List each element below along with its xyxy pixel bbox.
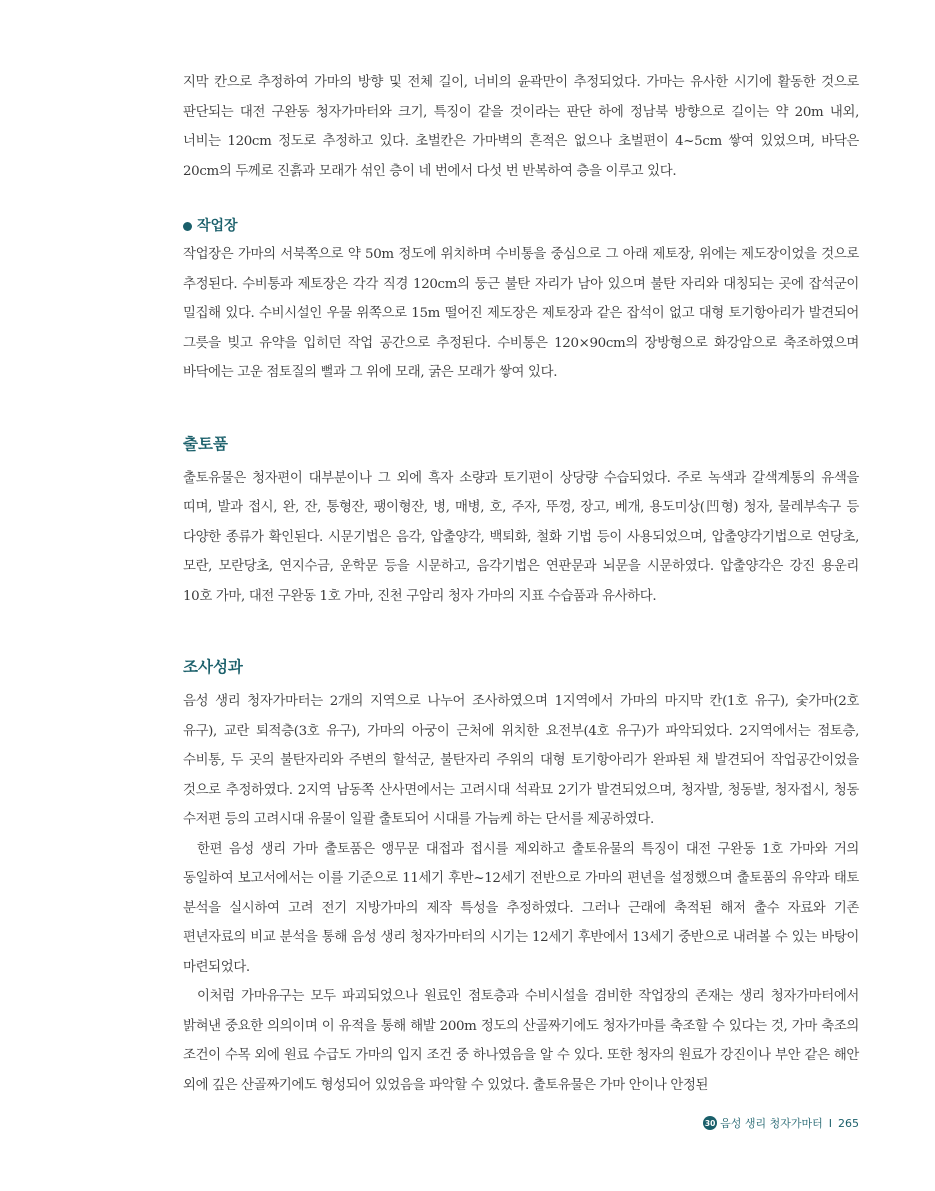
page-footer — [703, 1115, 859, 1131]
chapter-number-badge: 30 — [703, 1116, 717, 1130]
results-heading: 조사성과 — [183, 658, 243, 676]
footer-separator: I — [828, 1116, 832, 1130]
intro-paragraph: 지막 칸으로 추정하여 가마의 방향 및 전체 길이, 너비의 윤곽만이 추정되었다. 가마는 유사한 시기에 활동한 것으로 판단되는 대전 구완동 청자가마터와 크기, 특징이 같을 것이라는 판단 하에 정남북 방향으로 길이는 약 20m 내외, 너비는 120cm 정도로 추정하고 있다. 초벌칸은 가마벽의 흔적은 없으나 초벌편이 4~5cm 쌓여 있었으며, 바닥은 20cm의 두께로 진흙과 모래가 섞인 층이 네 번에서 다섯 번 반복하여 층을 이루고 있다. — [183, 75, 859, 179]
page-number: 265 — [838, 1116, 859, 1130]
footer-title: 음성 생리 청자가마터 — [720, 1117, 823, 1130]
artifacts-paragraph: 출토유물은 청자편이 대부분이나 그 외에 흑자 소량과 토기편이 상당량 수습되었다. 주로 녹색과 갈색계통의 유색을 띠며, 발과 접시, 완, 잔, 통형잔, 팽이형잔, 병, 매병, 호, 주자, 뚜껑, 장고, 베개, 용도미상(凹형) 청자, 물레부속구 등 다양한 종류가 확인된다. 시문기법은 음각, 압출양각, 백퇴화, 철화 기법 등이 사용되었으며, 압출양각기법으로 연당초, 모란, 모란당초, 연지수금, 운학문 등을 시문하고, 음각기법은 연판문과 뇌문을 시문하였다. 압출양각은 강진 용운리 10호 가마, 대전 구완동 1호 가마, 진천 구암리 청자 가마의 지표 수습품과 유사하다. — [183, 470, 859, 604]
workshop-paragraph: 작업장은 가마의 서북쪽으로 약 50m 정도에 위치하며 수비통을 중심으로 그 아래 제토장, 위에는 제도장이었을 것으로 추정된다. 수비통과 제토장은 각각 직경 120cm의 둥근 불탄 자리가 남아 있으며 불탄 자리와 대칭되는 곳에 잡석군이 밀집해 있다. 수비시설인 우물 위쪽으로 15m 떨어진 제도장은 제토장과 같은 잡석이 없고 대형 토기항아리가 발견되어 그릇을 빚고 유약을 입히던 작업 공간으로 추정된다. 수비통은 120×90cm의 장방형으로 화강암으로 축조하였으며 바닥에는 고운 점토질의 뻘과 그 위에 모래, 굵은 모래가 쌓여 있다. — [183, 247, 859, 380]
page-content — [183, 68, 859, 1100]
workshop-heading — [183, 214, 859, 238]
results-paragraph-2: 한편 음성 생리 가마 출토품은 앵무문 대접과 접시를 제외하고 출토유물의 특징이 대전 구완동 1호 가마와 거의 동일하여 보고서에서는 이를 기준으로 11세기 후반~12세기 전반으로 가마의 편년을 설정했으며 출토품의 유약과 태토 분석을 실시하여 고려 전기 지방가마의 제작 특성을 추정하였다. 그러나 근래에 축적된 해저 출수 자료와 기존 편년자료의 비교 분석을 통해 음성 생리 청자가마터의 시기는 12세기 후반에서 13세기 중반으로 내려볼 수 있는 바탕이 마련되었다. — [183, 841, 859, 975]
results-paragraph-3: 이처럼 가마유구는 모두 파괴되었으나 원료인 점토층과 수비시설을 겸비한 작업장의 존재는 생리 청자가마터에서 밝혀낸 중요한 의의이며 이 유적을 통해 해발 200m 정도의 산골짜기에도 청자가마를 축조할 수 있다는 것, 가마 축조의 조건이 수목 외에 원료 수급도 가마의 입지 조건 중 하나였음을 알 수 있다. 또한 청자의 원료가 강진이나 부안 같은 해안 외에 깊은 산골짜기에도 형성되어 있었음을 파악할 수 있었다. 출토유물은 가마 안이나 안정된 — [183, 989, 859, 1093]
results-paragraph-1: 음성 생리 청자가마터는 2개의 지역으로 나누어 조사하였으며 1지역에서 가마의 마지막 칸(1호 유구), 숯가마(2호 유구), 교란 퇴적층(3호 유구), 가마의 아궁이 근처에 위치한 요전부(4호 유구)가 파악되었다. 2지역에서는 점토층, 수비통, 두 곳의 불탄자리와 주변의 할석군, 불탄자리 주위의 대형 토기항아리가 완파된 채 발견되어 작업공간이었을 것으로 추정하였다. 2지역 남동쪽 산사면에서는 고려시대 석곽묘 2기가 발견되었으며, 청자발, 청동발, 청자접시, 청동 수저편 등의 고려시대 유물이 일괄 출토되어 시대를 가늠케 하는 단서를 제공하였다. — [183, 694, 860, 827]
bullet-icon — [183, 222, 192, 231]
artifacts-heading: 출토품 — [183, 434, 228, 453]
workshop-heading-text: 작업장 — [197, 218, 238, 234]
